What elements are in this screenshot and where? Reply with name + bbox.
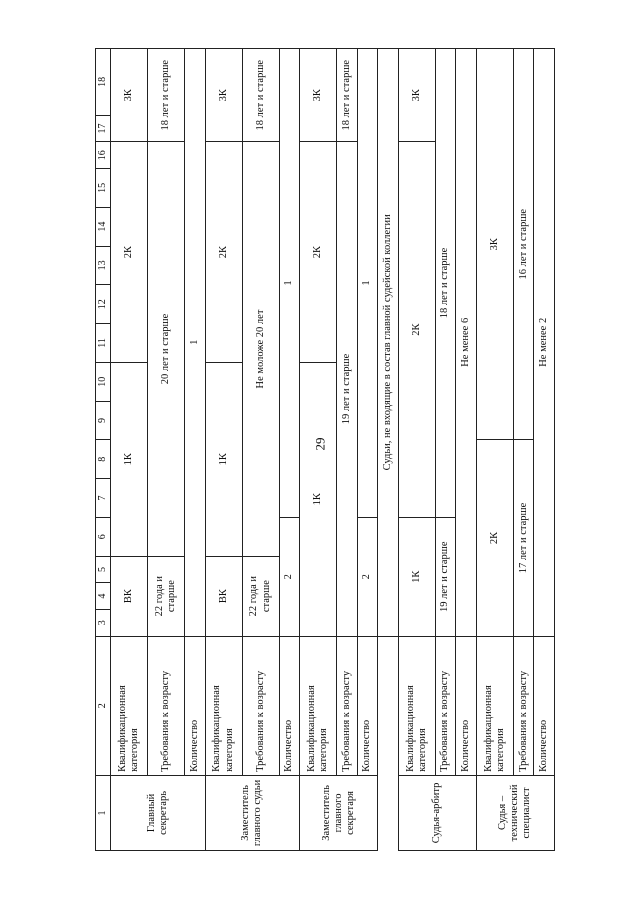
table-cell: 1К	[398, 517, 435, 636]
col-5: 5	[96, 556, 111, 583]
table-cell: 2К	[205, 142, 242, 362]
table-cell: 3К	[205, 49, 242, 142]
section-title: Судьи, не входящие в состав главной судейской коллегии	[378, 49, 399, 637]
table-row	[513, 49, 534, 851]
row-label: Требования к возрасту	[513, 636, 534, 775]
table-cell: 19 лет и старше	[435, 517, 456, 636]
table-row	[456, 49, 477, 851]
section-row	[378, 49, 399, 851]
row-label: Квалификационная категория	[111, 636, 148, 775]
table-cell: 1	[185, 49, 206, 637]
row-label: Требования к возрасту	[242, 636, 279, 775]
table-cell: Не моложе 20 лет	[242, 142, 279, 556]
table-row	[357, 49, 378, 851]
table-cell: 3К	[111, 49, 148, 142]
table-cell: 22 года и старше	[148, 556, 185, 636]
col-3: 3	[96, 609, 111, 636]
page-number: 29	[312, 437, 327, 451]
table-cell: 2	[279, 517, 300, 636]
table-cell: 3К	[300, 49, 337, 142]
table-cell: 17 лет и старше	[513, 440, 534, 636]
col-6: 6	[96, 517, 111, 556]
table-cell: 2	[357, 517, 378, 636]
row-label: Квалификационная категория	[398, 636, 435, 775]
role-cell: Судья-арбитр	[398, 775, 476, 850]
role-cell: Судья – технический специалист	[476, 775, 554, 850]
role-cell: Главный секретарь	[111, 775, 206, 850]
table-row	[300, 49, 337, 851]
row-label: Количество	[456, 636, 477, 775]
row-label: Количество	[279, 636, 300, 775]
col-7: 7	[96, 479, 111, 518]
table-row	[337, 49, 358, 851]
col-1: 1	[96, 775, 111, 850]
table-row	[148, 49, 185, 851]
table-cell: 16 лет и старше	[513, 49, 534, 440]
table-wrapper	[95, 48, 555, 851]
col-16: 16	[96, 142, 111, 169]
col-9: 9	[96, 401, 111, 440]
col-18: 18	[96, 49, 111, 116]
col-17: 17	[96, 115, 111, 142]
row-label: Квалификационная категория	[205, 636, 242, 775]
table-cell: 18 лет и старше	[435, 49, 456, 518]
table-cell: 2К	[111, 142, 148, 362]
table-cell: Не менее 2	[534, 49, 555, 637]
table-row	[185, 49, 206, 851]
table-cell: 18 лет и старше	[337, 49, 358, 142]
row-label: Количество	[357, 636, 378, 775]
col-13: 13	[96, 246, 111, 285]
table-row	[476, 49, 513, 851]
table-cell: ВК	[111, 556, 148, 636]
table-cell: Не менее 6	[456, 49, 477, 637]
col-14: 14	[96, 207, 111, 246]
table-cell: 2К	[476, 440, 513, 636]
col-10: 10	[96, 362, 111, 401]
role-cell: Заместитель главного судьи	[205, 775, 300, 850]
table-cell: 3К	[476, 49, 513, 440]
table-cell: 1К	[205, 362, 242, 556]
col-12: 12	[96, 285, 111, 324]
table-row	[242, 49, 279, 851]
row-label: Количество	[534, 636, 555, 775]
blank-cell	[378, 775, 399, 850]
table-row	[205, 49, 242, 851]
table-cell: 1	[279, 49, 300, 518]
row-label: Количество	[185, 636, 206, 775]
blank-cell	[378, 636, 399, 775]
table-cell: 1	[357, 49, 378, 518]
table-row	[111, 49, 148, 851]
table-cell: 1К	[111, 362, 148, 556]
table-cell: 18 лет и старше	[148, 49, 185, 142]
row-label: Требования к возрасту	[435, 636, 456, 775]
table-cell: 3К	[398, 49, 435, 142]
row-label: Требования к возрасту	[337, 636, 358, 775]
table-cell: 19 лет и старше	[337, 142, 358, 636]
row-label: Квалификационная категория	[300, 636, 337, 775]
table-cell: 2К	[398, 142, 435, 518]
table-cell: 2К	[300, 142, 337, 362]
col-15: 15	[96, 169, 111, 208]
table-cell: 20 лет и старше	[148, 142, 185, 556]
col-11: 11	[96, 324, 111, 363]
table-cell: 18 лет и старше	[242, 49, 279, 142]
table-row	[534, 49, 555, 851]
judges-table	[95, 48, 555, 851]
col-8: 8	[96, 440, 111, 479]
table-row	[435, 49, 456, 851]
row-label: Требования к возрасту	[148, 636, 185, 775]
table-row	[279, 49, 300, 851]
table-row	[398, 49, 435, 851]
table-cell: 1К	[300, 362, 337, 636]
col-2: 2	[96, 636, 111, 775]
header-row	[96, 49, 111, 851]
col-4: 4	[96, 583, 111, 610]
row-label: Квалификационная категория	[476, 636, 513, 775]
table-cell: 22 года и старше	[242, 556, 279, 636]
role-cell: Заместитель главного секретаря	[300, 775, 378, 850]
table-cell: ВК	[205, 556, 242, 636]
